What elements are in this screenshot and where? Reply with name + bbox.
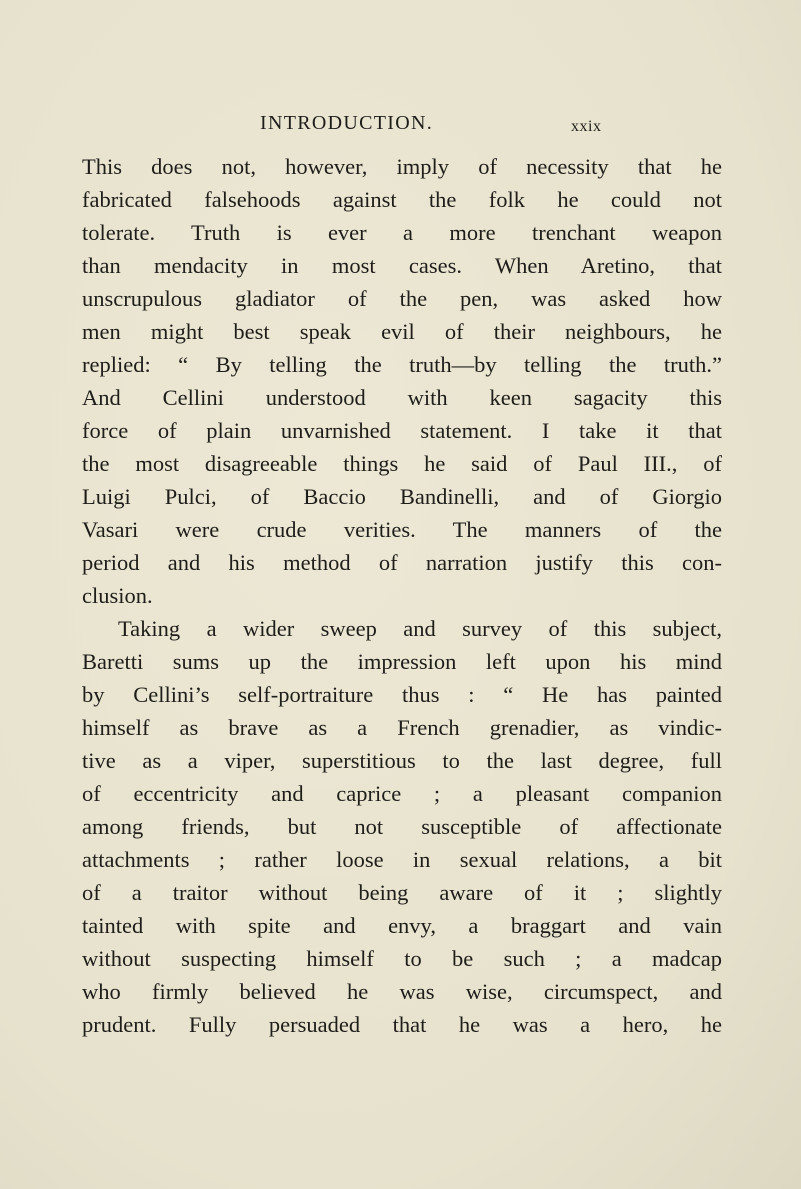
text-line: of eccentricity and caprice ; a pleasant companion (82, 781, 722, 806)
text-line: unscrupulous gladiator of the pen, was asked how (82, 286, 722, 311)
text-line: attachments ; rather loose in sexual relations, a bit (82, 847, 722, 872)
text-line: than mendacity in most cases. When Aretino, that (82, 253, 722, 278)
text-line: clusion. (82, 583, 153, 608)
paragraph-2 (82, 612, 722, 1041)
paragraph-1 (82, 150, 722, 612)
text-line: who firmly believed he was wise, circumspect, and (82, 979, 722, 1004)
text-line: tive as a viper, superstitious to the last degree, full (82, 748, 722, 773)
text-line: Taking a wider sweep and survey of this subject, (118, 616, 722, 641)
text-line: of a traitor without being aware of it ; slightly (82, 880, 722, 905)
text-line: And Cellini understood with keen sagacity this (82, 385, 722, 410)
text-line: tainted with spite and envy, a braggart and vain (82, 913, 722, 938)
text-line: force of plain unvarnished statement. I take it that (82, 418, 722, 443)
text-line: Luigi Pulci, of Baccio Bandinelli, and of Giorgio (82, 484, 722, 509)
page-number: xxix (571, 118, 602, 135)
text-line: without suspecting himself to be such ; a madcap (82, 946, 722, 971)
body-text (82, 150, 722, 1041)
text-line: himself as brave as a French grenadier, as vindic- (82, 715, 722, 740)
text-line: Baretti sums up the impression left upon his mind (82, 649, 722, 674)
text-line: This does not, however, imply of necessity that he (82, 154, 722, 179)
text-line: men might best speak evil of their neighbours, he (82, 319, 722, 344)
text-line: among friends, but not susceptible of affectionate (82, 814, 722, 839)
running-title: INTRODUCTION. (260, 112, 433, 134)
running-header (0, 112, 801, 142)
text-line: fabricated falsehoods against the folk he could not (82, 187, 722, 212)
text-line: replied: “ By telling the truth—by telling the truth.” (82, 352, 722, 377)
text-line: by Cellini’s self-portraiture thus : “ He has painted (82, 682, 722, 707)
text-line: the most disagreeable things he said of Paul III., of (82, 451, 722, 476)
text-line: prudent. Fully persuaded that he was a hero, he (82, 1012, 722, 1037)
text-line: period and his method of narration justify this con- (82, 550, 722, 575)
text-line: Vasari were crude verities. The manners of the (82, 517, 722, 542)
text-line: tolerate. Truth is ever a more trenchant weapon (82, 220, 722, 245)
